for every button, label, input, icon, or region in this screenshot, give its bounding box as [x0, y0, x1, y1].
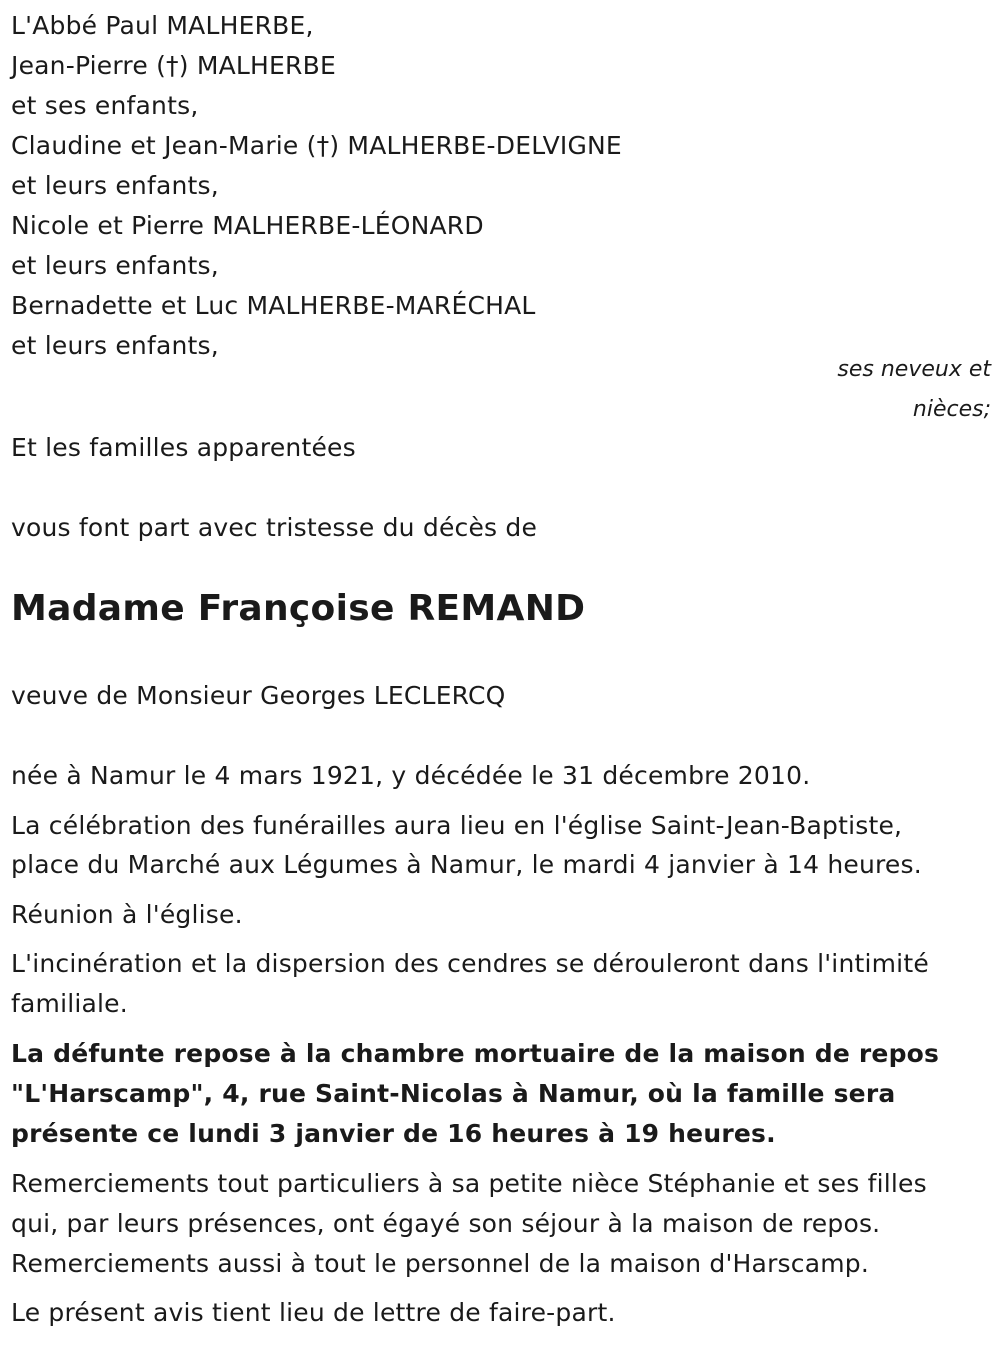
relatives-line: Et les familles apparentées [11, 433, 356, 462]
cremation-line-1: L'incinération et la dispersion des cendres se dérouleront dans l'intimité [11, 949, 929, 978]
cremation-line-2: familiale. [11, 989, 128, 1018]
family-line-6: Nicole et Pierre MALHERBE-LÉONARD [11, 211, 484, 240]
meeting-line: Réunion à l'église. [11, 900, 243, 929]
announcement-line: vous font part avec tristesse du décès de [11, 513, 538, 542]
birth-death-line: née à Namur le 4 mars 1921, y décédée le 31 décembre 2010. [11, 761, 811, 790]
family-line-3: et ses enfants, [11, 91, 199, 120]
family-line-7: et leurs enfants, [11, 251, 219, 280]
thanks-line-3: Remerciements aussi à tout le personnel de la maison d'Harscamp. [11, 1249, 870, 1278]
family-line-5: et leurs enfants, [11, 171, 219, 200]
nephews-line-2: nièces; [912, 397, 991, 422]
nephews-line-1: ses neveux et [837, 357, 991, 382]
family-line-2: Jean-Pierre (†) MALHERBE [11, 51, 336, 80]
repose-line-2: "L'Harscamp", 4, rue Saint-Nicolas à Namur, où la famille sera [11, 1079, 896, 1108]
thanks-line-1: Remerciements tout particuliers à sa petite nièce Stéphanie et ses filles [11, 1169, 927, 1198]
thanks-line-2: qui, par leurs présences, ont égayé son séjour à la maison de repos. [11, 1209, 881, 1238]
funeral-line-2: place du Marché aux Légumes à Namur, le mardi 4 janvier à 14 heures. [11, 850, 922, 879]
funeral-line-1: La célébration des funérailles aura lieu en l'église Saint-Jean-Baptiste, [11, 811, 903, 840]
closing-line: Le présent avis tient lieu de lettre de faire-part. [11, 1298, 616, 1327]
family-line-1: L'Abbé Paul MALHERBE, [11, 11, 314, 40]
family-line-9: et leurs enfants, [11, 331, 219, 360]
repose-line-3: présente ce lundi 3 janvier de 16 heures à 19 heures. [11, 1119, 776, 1148]
widow-of-line: veuve de Monsieur Georges LECLERCQ [11, 681, 506, 710]
deceased-name: Madame Françoise REMAND [11, 588, 586, 629]
family-line-4: Claudine et Jean-Marie (†) MALHERBE-DELVIGNE [11, 131, 622, 160]
repose-line-1: La défunte repose à la chambre mortuaire de la maison de repos [11, 1039, 940, 1068]
family-line-8: Bernadette et Luc MALHERBE-MARÉCHAL [11, 291, 536, 320]
